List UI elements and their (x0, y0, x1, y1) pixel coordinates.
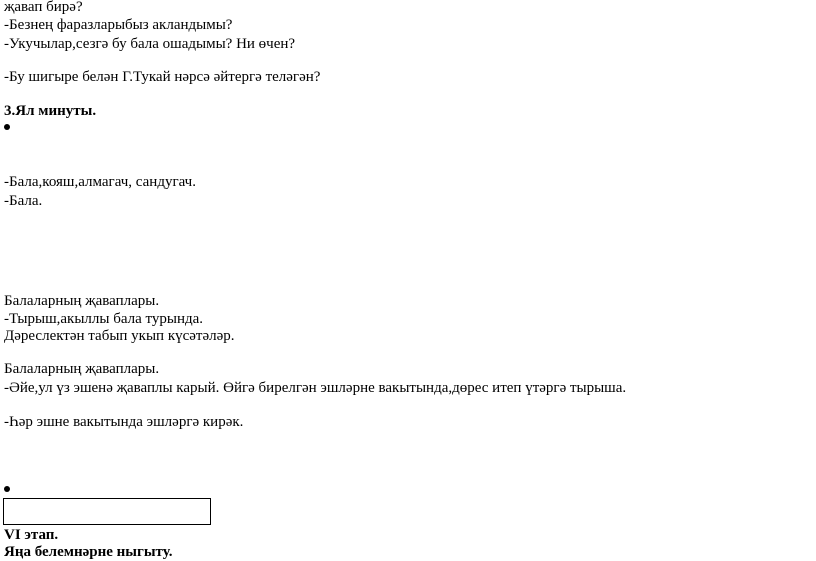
section-heading-stage: VI этап. (4, 527, 59, 543)
section-heading-reinforce: Яңа белемнәрне ныгыту. (4, 544, 173, 560)
section-heading-break: 3.Ял минуты. (4, 103, 97, 119)
bullet-icon (4, 124, 10, 130)
text-line-question-liked: -Укучылар,сезгә бу бала ошадымы? Ни өчен? (4, 36, 296, 52)
text-line-hypotheses: -Безнең фаразларыбыз акландымы? (4, 17, 233, 33)
text-line-words: -Бала,кояш,алмагач, сандугач. (4, 174, 196, 190)
text-line-textbook: Дәреслектән табып укып күсәтәләр. (4, 328, 235, 344)
text-line-children-answers-1: Балаларның җаваплары. (4, 293, 160, 309)
empty-box (3, 498, 211, 525)
text-line-responsible: -Әйе,ул үз эшенә җаваплы карый. Өйгә бирелгән эшләрне вакытында,дөрес итеп үтәргә тырыша. (4, 380, 627, 396)
text-line-children-answers-2: Балаларның җаваплары. (4, 361, 160, 377)
bullet-icon (4, 486, 10, 492)
text-line-on-time: -Һәр эшне вакытында эшләргә кирәк. (4, 414, 244, 430)
text-line-child: -Бала. (4, 193, 43, 209)
text-line-about-child: -Тырыш,акыллы бала турында. (4, 311, 204, 327)
text-line-answer: җавап бирә? (4, 0, 83, 15)
text-line-tukay-question: -Бу шигыре белән Г.Тукай нәрсә әйтергә теләгән? (4, 69, 321, 85)
